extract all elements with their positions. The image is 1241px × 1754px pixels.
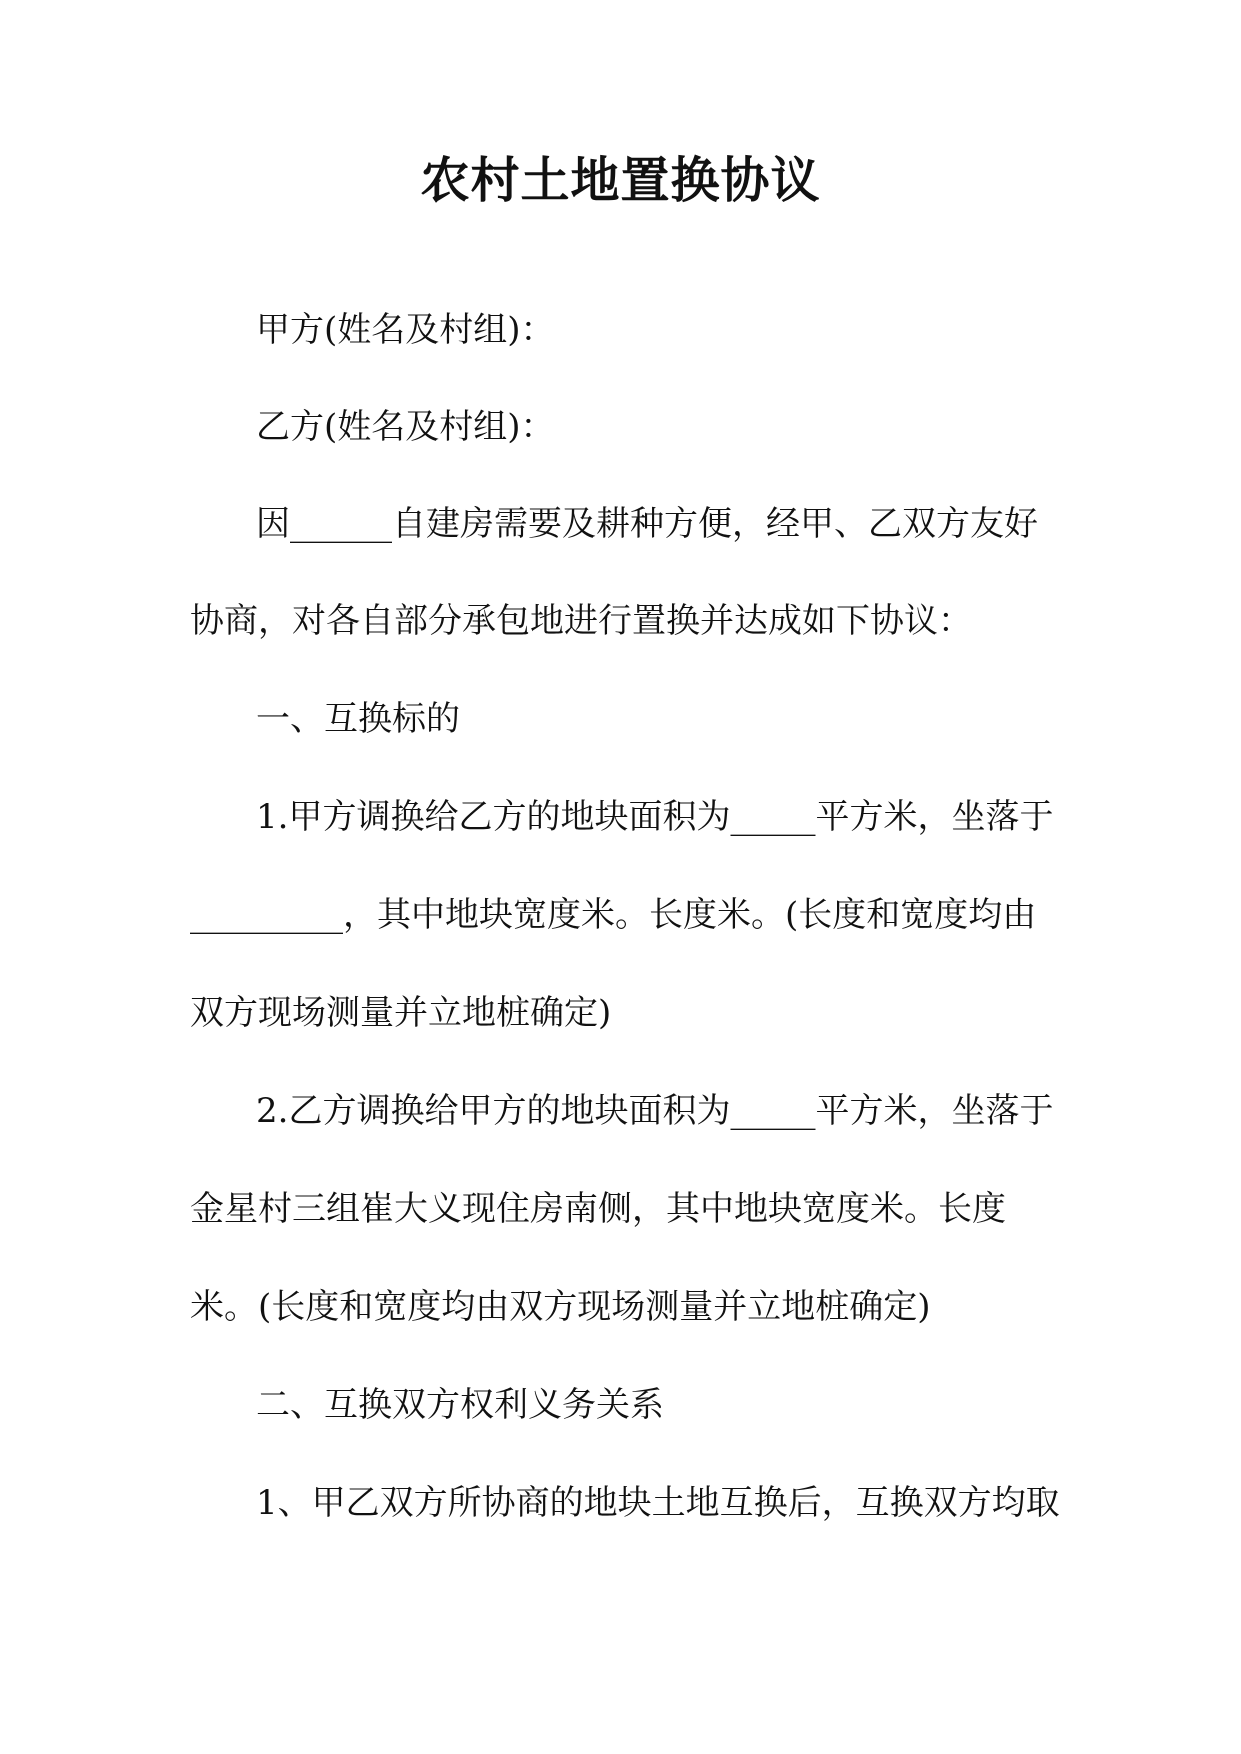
paragraph-line: 2.乙方调换给甲方的地块面积为_____平方米，坐落于 — [256, 1091, 1054, 1131]
section-heading: 二、互换双方权利义务关系 — [256, 1385, 664, 1425]
paragraph-line: 1.甲方调换给乙方的地块面积为_____平方米，坐落于 — [256, 797, 1054, 837]
party-a-line: 甲方(姓名及村组)： — [256, 310, 555, 350]
paragraph-line: 金星村三组崔大义现住房南侧，其中地块宽度米。长度 — [190, 1189, 1006, 1229]
paragraph-line: 协商，对各自部分承包地进行置换并达成如下协议： — [190, 601, 972, 641]
paragraph-line: _________，其中地块宽度米。长度米。(长度和宽度均由 — [190, 895, 1037, 935]
paragraph-line: 因______自建房需要及耕种方便，经甲、乙双方友好 — [256, 504, 1038, 544]
paragraph-line: 双方现场测量并立地桩确定) — [190, 993, 612, 1033]
paragraph-line: 米。(长度和宽度均由双方现场测量并立地桩确定) — [190, 1287, 931, 1327]
party-b-line: 乙方(姓名及村组)： — [256, 407, 555, 447]
section-heading: 一、互换标的 — [256, 699, 460, 739]
paragraph-line: 1、甲乙双方所协商的地块土地互换后，互换双方均取 — [256, 1483, 1060, 1523]
document-title: 农村土地置换协议 — [420, 151, 821, 209]
